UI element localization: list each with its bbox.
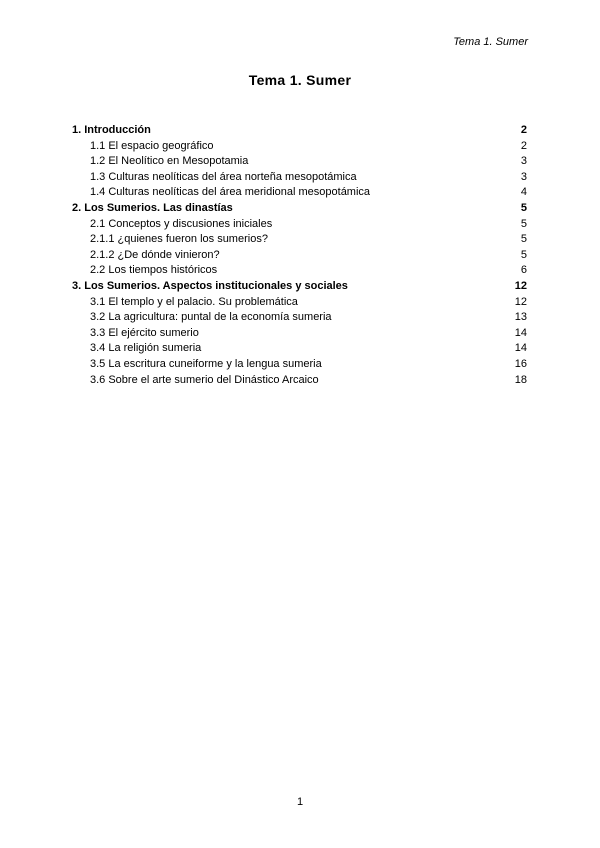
toc-entry-label: 1.4 Culturas neolíticas del área meridional mesopotámica — [90, 186, 371, 199]
toc-entry-label: 2.2 Los tiempos históricos — [90, 264, 218, 277]
toc-subsection-row — [72, 357, 527, 373]
toc-entry-page: 14 — [514, 342, 527, 355]
toc-subsection-row — [72, 139, 527, 155]
toc-subsection-row — [72, 295, 527, 311]
toc-entry-page: 3 — [520, 155, 527, 168]
toc-entry-label: 3.6 Sobre el arte sumerio del Dinástico Arcaico — [90, 373, 319, 386]
document-title: Tema 1. Sumer — [248, 72, 352, 88]
toc-subsection-row — [72, 248, 527, 264]
toc-subsection-row — [72, 310, 527, 326]
toc-entry-page: 6 — [520, 264, 527, 277]
toc-entry-label: 3.3 El ejército sumerio — [90, 326, 199, 339]
toc-subsection-row — [72, 185, 527, 201]
toc-entry-label: 3.2 La agricultura: puntal de la economía sumeria — [90, 311, 332, 324]
toc-entry-label: 1.3 Culturas neolíticas del área norteña mesopotámica — [90, 170, 357, 183]
toc-entry-page: 5 — [520, 248, 527, 261]
toc-entry-page: 4 — [520, 186, 527, 199]
toc-entry-page: 14 — [514, 326, 527, 339]
toc-entry-page: 5 — [520, 217, 527, 230]
toc-entry-page: 3 — [520, 170, 527, 183]
toc-entry-page: 2 — [520, 139, 527, 152]
toc-subsection-row — [72, 217, 527, 233]
toc-entry-label: 2.1.1 ¿quienes fueron los sumerios? — [90, 233, 268, 246]
toc-section-row — [72, 279, 527, 295]
toc-entry-page: 13 — [514, 311, 527, 324]
toc-entry-page: 18 — [514, 373, 527, 386]
toc-entry-page: 12 — [514, 279, 527, 292]
table-of-contents — [72, 123, 527, 388]
toc-entry-label: 2.1.2 ¿De dónde vinieron? — [90, 248, 220, 261]
toc-subsection-row — [72, 232, 527, 248]
toc-entry-label: 3.4 La religión sumeria — [90, 342, 202, 355]
toc-entry-label: 1. Introducción — [72, 124, 151, 136]
toc-section-row — [72, 201, 527, 217]
toc-entry-label: 1.1 El espacio geográfico — [90, 139, 214, 152]
toc-subsection-row — [72, 341, 527, 357]
toc-entry-label: 3. Los Sumerios. Aspectos institucionales y sociales — [72, 279, 348, 292]
toc-subsection-row — [72, 154, 527, 170]
running-header: Tema 1. Sumer — [453, 36, 528, 48]
toc-entry-label: 2. Los Sumerios. Las dinastías — [72, 201, 233, 214]
toc-entry-label: 3.5 La escritura cuneiforme y la lengua sumeria — [90, 357, 322, 370]
toc-entry-label: 3.1 El templo y el palacio. Su problemática — [90, 295, 298, 308]
toc-entry-page: 16 — [514, 357, 527, 370]
toc-subsection-row — [72, 373, 527, 389]
toc-entry-label: 1.2 El Neolítico en Mesopotamia — [90, 155, 249, 168]
toc-section-row — [72, 123, 527, 139]
toc-subsection-row — [72, 263, 527, 279]
toc-entry-label: 2.1 Conceptos y discusiones iniciales — [90, 217, 273, 230]
page-number: 1 — [296, 796, 304, 808]
toc-entry-page: 5 — [520, 201, 527, 214]
toc-subsection-row — [72, 170, 527, 186]
toc-entry-page: 2 — [520, 124, 527, 136]
toc-subsection-row — [72, 326, 527, 342]
toc-entry-page: 12 — [514, 295, 527, 308]
toc-entry-page: 5 — [520, 233, 527, 246]
